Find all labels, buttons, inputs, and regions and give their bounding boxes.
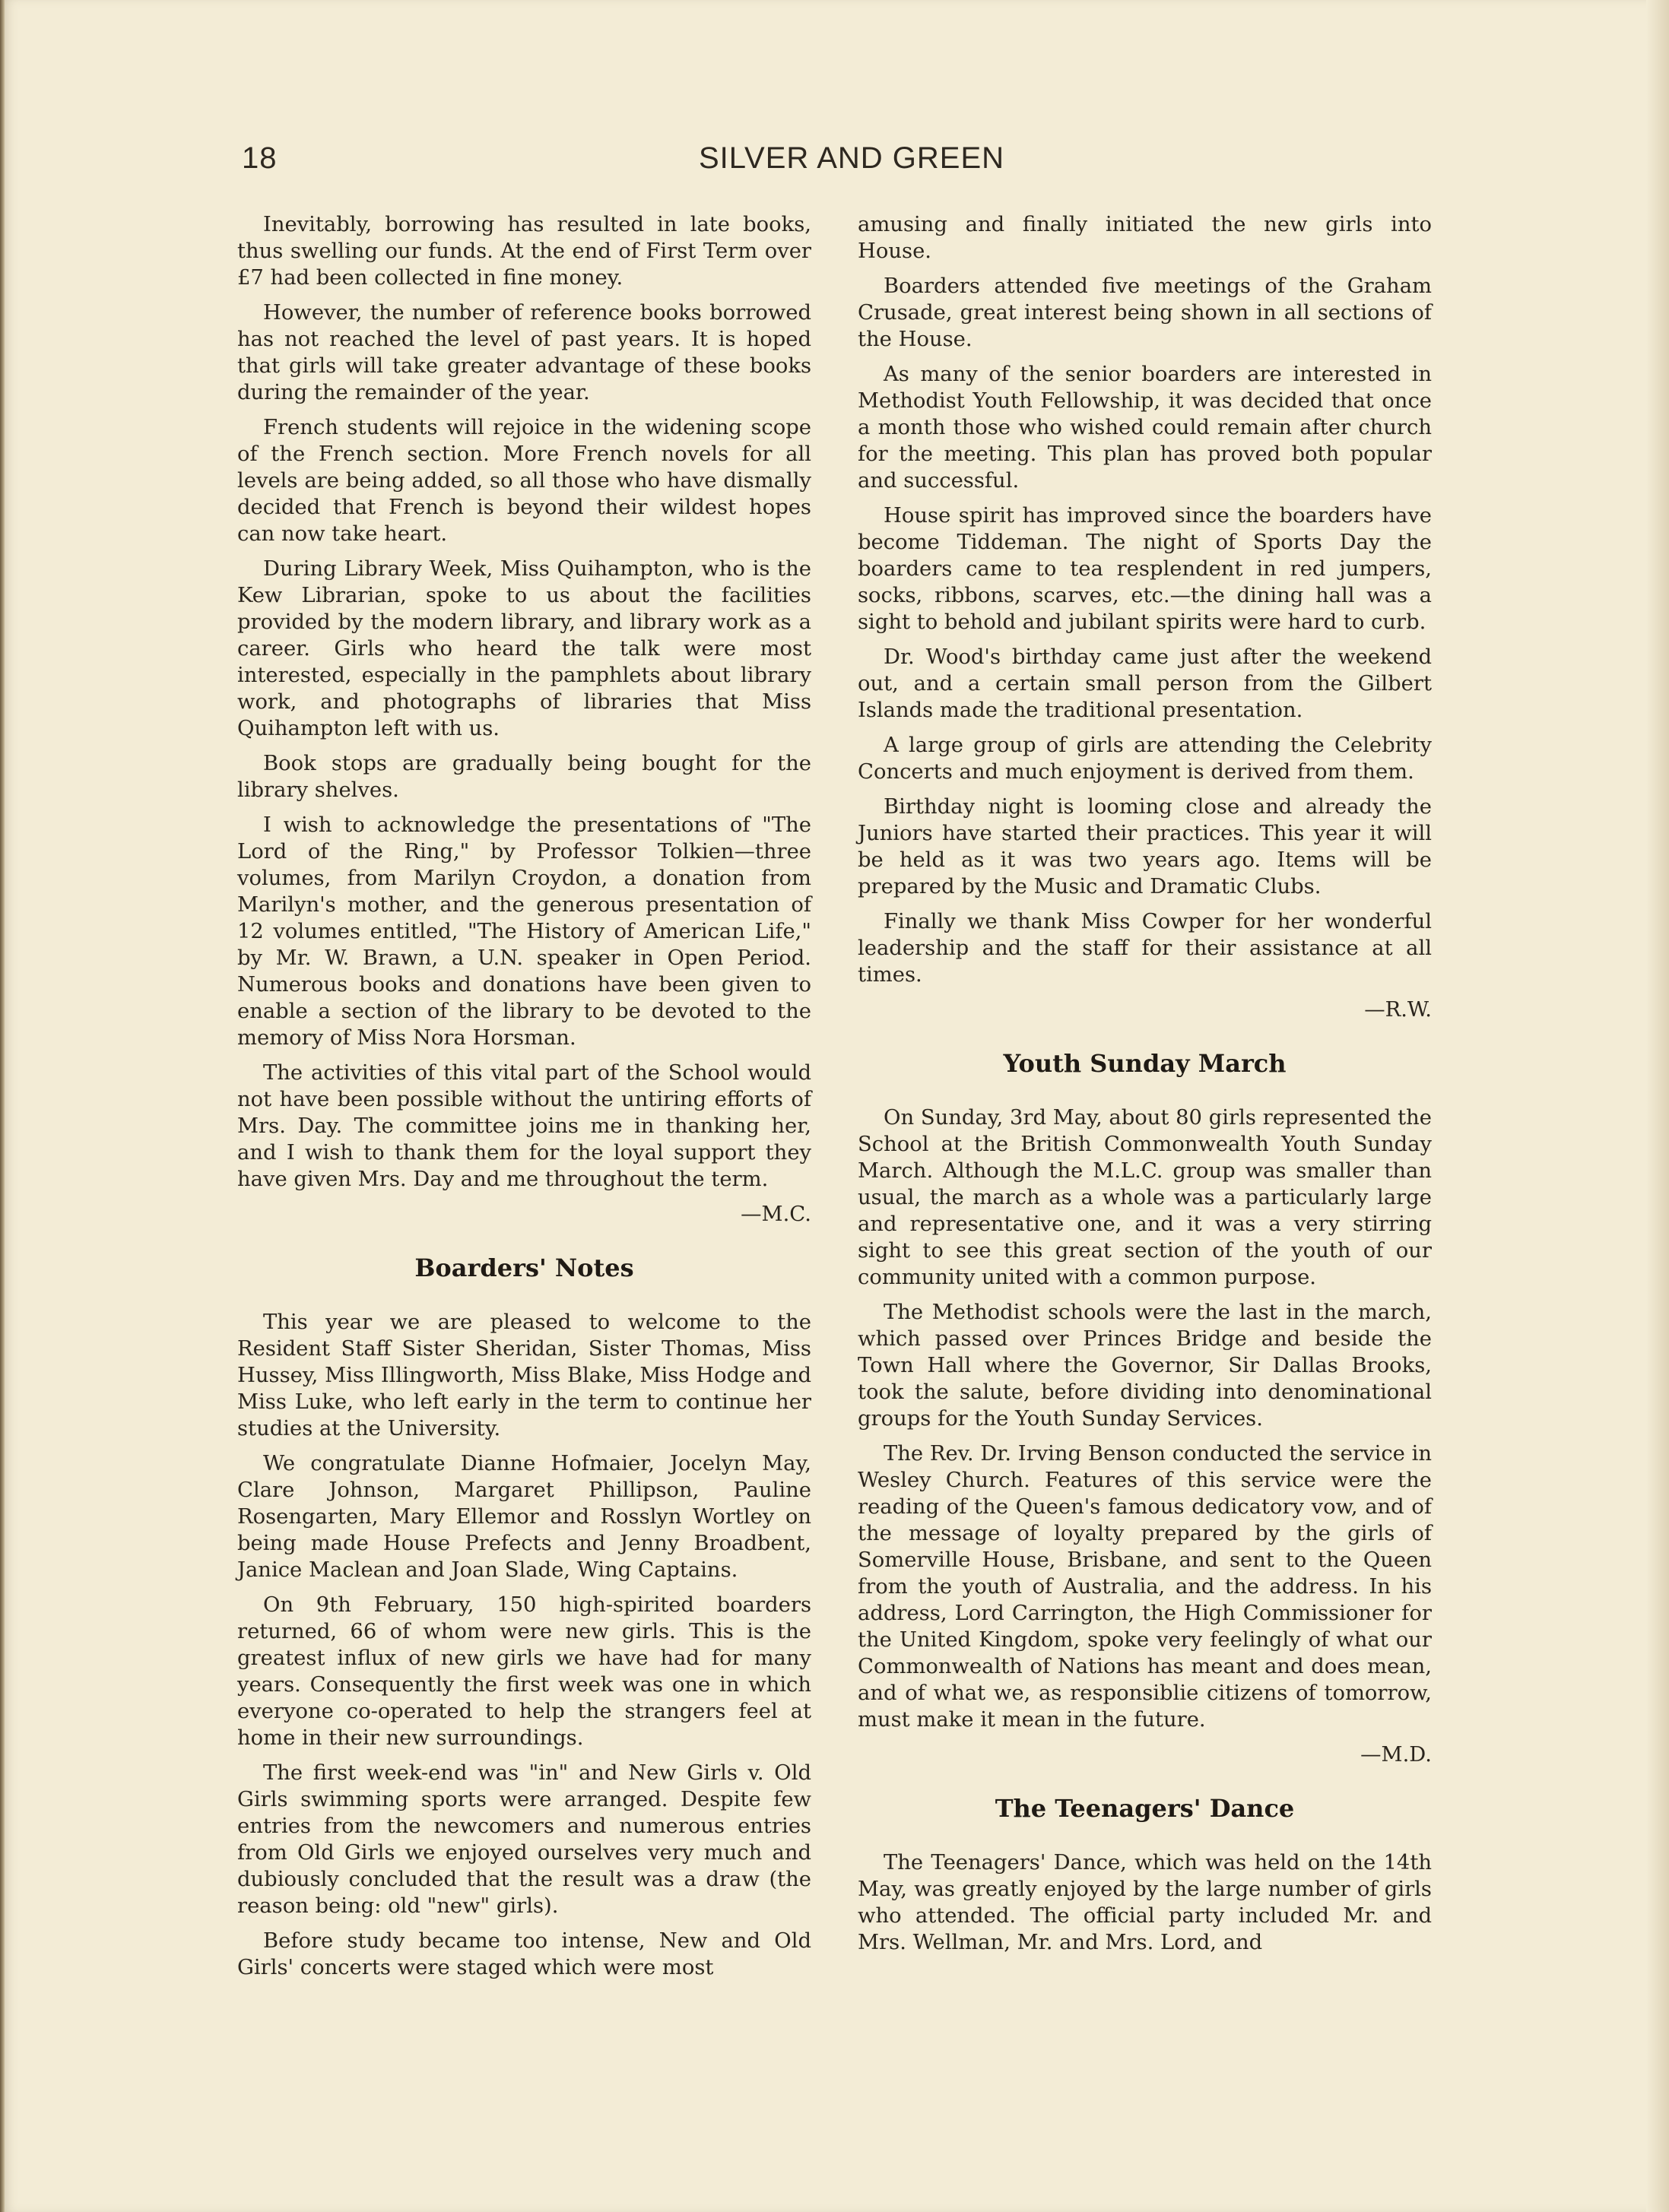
library-paragraph-1: Inevitably, borrowing has resulted in late books, thus swelling our funds. At the end of First Term over £7 had been collected in fine money. — [237, 213, 811, 290]
page-edge-shadow — [1646, 0, 1669, 2212]
right-column — [858, 211, 1432, 1964]
boarders-continued-paragraph-6: A large group of girls are attending the Celebrity Concerts and much enjoyment is derived from them. — [858, 734, 1432, 784]
boarders-continued-paragraph-7: Birthday night is looming close and already the Juniors have started their practices. This year it will be held as it was two years ago. Items will be prepared by the Music and Dramatic Clubs. — [858, 795, 1432, 898]
youth-sunday-signature: —M.D. — [1360, 1743, 1432, 1767]
boarders-continued-paragraph-1: amusing and finally initiated the new girls into House. — [858, 213, 1432, 263]
library-paragraph-5: Book stops are gradually being bought for the library shelves. — [237, 752, 811, 802]
boarders-signature: —R.W. — [1364, 998, 1432, 1022]
library-paragraph-4: During Library Week, Miss Quihampton, who is the Kew Librarian, spoke to us about the facilities provided by the modern library, and library work as a career. Girls who heard the talk were most interested, especially in the pamphlets about library work, and photographs of libraries that Miss Quihampton left with us. — [237, 557, 811, 740]
boarders-paragraph-2: We congratulate Dianne Hofmaier, Jocelyn May, Clare Johnson, Margaret Phillipson, Pauline Rosengarten, Mary Ellemor and Rosslyn Wortley on being made House Prefects and Jenny Broadbent, Janice Maclean and Joan Slade, Wing Captains. — [237, 1452, 811, 1582]
library-paragraph-7: The activities of this vital part of the School would not have been possible without the untiring efforts of Mrs. Day. The committee joins me in thanking her, and I wish to thank them for the loyal support they have given Mrs. Day and me throughout the term. — [237, 1061, 811, 1191]
boarders-continued-paragraph-4: House spirit has improved since the boarders have become Tiddeman. The night of Sports Day the boarders came to tea resplendent in red jumpers, socks, ribbons, scarves, etc.—the dining hall was a sight to behold and jubilant spirits were hard to curb. — [858, 504, 1432, 634]
boarders-continued-paragraph-2: Boarders attended five meetings of the Graham Crusade, great interest being shown in all sections of the House. — [858, 274, 1432, 351]
library-paragraph-6: I wish to acknowledge the presentations of "The Lord of the Ring," by Professor Tolkien—three volumes, from Marilyn Croydon, a donation from Marilyn's mother, and the generous presentation of 12 volumes entitled, "The History of American Life," by Mr. W. Brawn, a U.N. speaker in Open Period. Numerous books and donations have been given to enable a section of the library to be devoted to the memory of Miss Nora Horsman. — [237, 813, 811, 1050]
running-title: SILVER AND GREEN — [698, 141, 1005, 175]
youth-sunday-paragraph-3: The Rev. Dr. Irving Benson conducted the service in Wesley Church. Features of this service were the reading of the Queen's famous dedicatory vow, and of the message of loyalty prepared by the girls of Somerville House, Brisbane, and sent to the Queen from the youth of Australia, and the address. In his address, Lord Carrington, the High Commissioner for the United Kingdom, spoke very feelingly of what our Commonwealth of Nations has meant and does mean, and of what we, as responsiblie citizens of tomorrow, must make it mean in the future. — [858, 1442, 1432, 1732]
boarders-continued-paragraph-3: As many of the senior boarders are interested in Methodist Youth Fellowship, it was decided that once a month those who wished could remain after church for the meeting. This plan has proved both popular and successful. — [858, 363, 1432, 493]
library-paragraph-3: French students will rejoice in the widening scope of the French section. More French novels for all levels are being added, so all those who have dismally decided that French is beyond their wildest hopes can now take heart. — [237, 416, 811, 546]
boarders-paragraph-4: The first week-end was "in" and New Girls v. Old Girls swimming sports were arranged. Despite few entries from the newcomers and numerous entries from Old Girls we enjoyed ourselves very much and dubiously concluded that the result was a draw (the reason being: old "new" girls). — [237, 1761, 811, 1918]
youth-sunday-paragraph-2: The Methodist schools were the last in the march, which passed over Princes Bridge and beside the Town Hall where the Governor, Sir Dallas Brooks, took the salute, before dividing into denominational groups for the Youth Sunday Services. — [858, 1301, 1432, 1431]
left-column — [237, 211, 811, 1989]
boarders-paragraph-5: Before study became too intense, New and Old Girls' concerts were staged which were most — [237, 1929, 811, 1979]
teenagers-dance-paragraph-1: The Teenagers' Dance, which was held on the 14th May, was greatly enjoyed by the large number of girls who attended. The official party included Mr. and Mrs. Wellman, Mr. and Mrs. Lord, and — [858, 1851, 1432, 1954]
youth-sunday-heading: Youth Sunday March — [1003, 1049, 1287, 1078]
library-paragraph-2: However, the number of reference books borrowed has not reached the level of past years. It is hoped that girls will take greater advantage of these books during the remainder of the year. — [237, 301, 811, 404]
boarders-notes-heading: Boarders' Notes — [414, 1253, 634, 1282]
page-header — [242, 141, 1461, 179]
page-number: 18 — [242, 141, 278, 175]
youth-sunday-paragraph-1: On Sunday, 3rd May, about 80 girls represented the School at the British Commonwealth Youth Sunday March. Although the M.L.C. group was smaller than usual, the march as a whole was a particularly large and representative one, and it was a very stirring sight to see this great section of the youth of our community united with a common purpose. — [858, 1106, 1432, 1289]
teenagers-dance-heading: The Teenagers' Dance — [995, 1794, 1295, 1823]
boarders-paragraph-1: This year we are pleased to welcome to the Resident Staff Sister Sheridan, Sister Thomas, Miss Hussey, Miss Illingworth, Miss Blake, Miss Hodge and Miss Luke, who left early in the term to continue her studies at the University. — [237, 1310, 811, 1440]
library-signature: —M.C. — [741, 1203, 811, 1226]
boarders-continued-paragraph-8: Finally we thank Miss Cowper for her wonderful leadership and the staff for their assistance at all times. — [858, 910, 1432, 987]
boarders-continued-paragraph-5: Dr. Wood's birthday came just after the weekend out, and a certain small person from the Gilbert Islands made the traditional presentation. — [858, 645, 1432, 722]
boarders-paragraph-3: On 9th February, 150 high-spirited boarders returned, 66 of whom were new girls. This is the greatest influx of new girls we have had for many years. Consequently the first week was one in which everyone co-operated to help the strangers feel at home in their new surroundings. — [237, 1593, 811, 1750]
binding-edge — [0, 0, 5, 2212]
